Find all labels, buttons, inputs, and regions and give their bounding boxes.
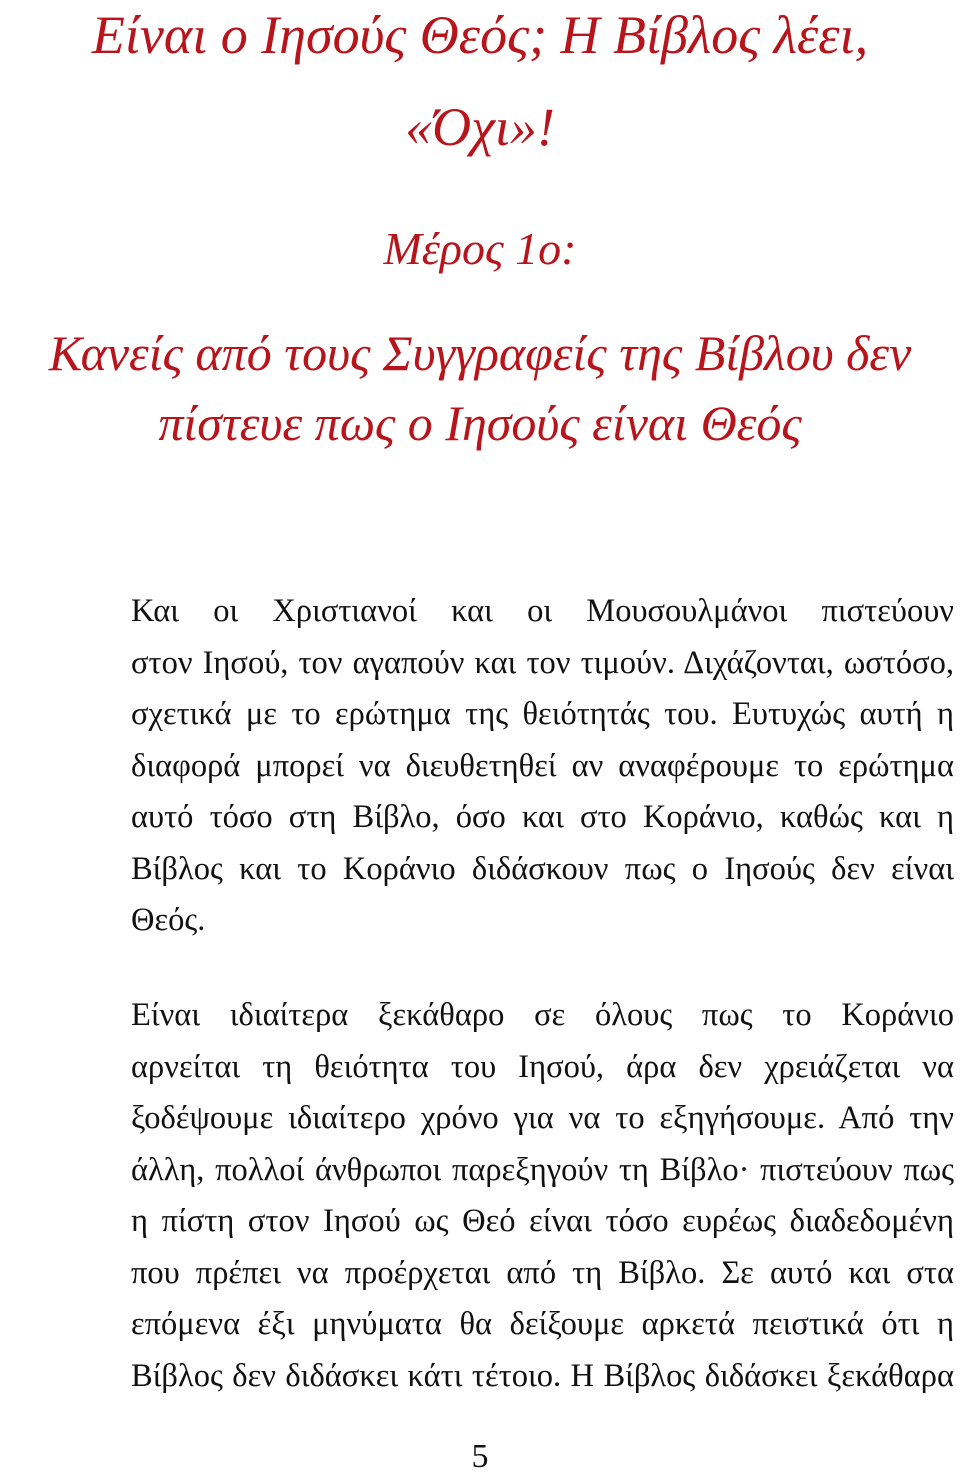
paragraph-line: Θεός. bbox=[131, 902, 206, 938]
paragraph-line: αυτό τόσο στη Βίβλο, όσο και στο Κοράνιο, καθώς και η bbox=[131, 799, 954, 835]
page-number: 5 bbox=[471, 1438, 489, 1475]
subtitle-line-1: Κανείς από τους Συγγραφείς της Βίβλου δεν bbox=[48, 325, 912, 381]
title-line-1: Είναι ο Ιησούς Θεός; Η Βίβλος λέει, bbox=[91, 5, 869, 65]
part-heading: Μέρος 1ο: bbox=[383, 223, 577, 274]
subtitle-line-2: πίστευε πως ο Ιησούς είναι Θεός bbox=[158, 395, 802, 451]
paragraph-line: αρνείται τη θειότητα του Ιησού, άρα δεν χρειάζεται να bbox=[131, 1048, 954, 1085]
paragraph-line: ξοδέψουμε ιδιαίτερο χρόνο για να το εξηγήσουμε. Από την bbox=[131, 1100, 954, 1136]
paragraph-line: στον Ιησού, τον αγαπούν και τον τιμούν. Διχάζονται, ωστόσο, bbox=[131, 644, 954, 681]
paragraph-line: διαφορά μπορεί να διευθετηθεί αν αναφέρουμε το ερώτημα bbox=[131, 747, 954, 784]
paragraph-line: Βίβλος και το Κοράνιο διδάσκουν πως ο Ιησούς δεν είναι bbox=[131, 850, 954, 887]
paragraph-line: άλλη, πολλοί άνθρωποι παρεξηγούν τη Βίβλο· πιστεύουν πως bbox=[131, 1151, 954, 1188]
paragraph-2 bbox=[6, 990, 954, 1402]
paragraph-line: η πίστη στον Ιησού ως Θεό είναι τόσο ευρέως διαδεδομένη bbox=[131, 1203, 954, 1239]
paragraph-line: Και οι Χριστιανοί και οι Μουσουλμάνοι πιστεύουν bbox=[131, 593, 954, 629]
paragraph-line: Βίβλος δεν διδάσκει κάτι τέτοιο. Η Βίβλος διδάσκει ξεκάθαρα bbox=[131, 1357, 954, 1394]
paragraph-line: επόμενα έξι μηνύματα θα δείξουμε αρκετά πειστικά ότι η bbox=[131, 1306, 954, 1342]
paragraph-line: που πρέπει να προέρχεται από τη Βίβλο. Σε αυτό και στα bbox=[131, 1254, 954, 1291]
paragraph-1 bbox=[6, 586, 954, 947]
paragraph-line: σχετικά με το ερώτημα της θειότητάς του. Ευτυχώς αυτή η bbox=[131, 696, 954, 732]
title-line-2: «Όχι»! bbox=[405, 97, 555, 157]
paragraph-line: Είναι ιδιαίτερα ξεκάθαρο σε όλους πως το Κοράνιο bbox=[131, 997, 954, 1033]
